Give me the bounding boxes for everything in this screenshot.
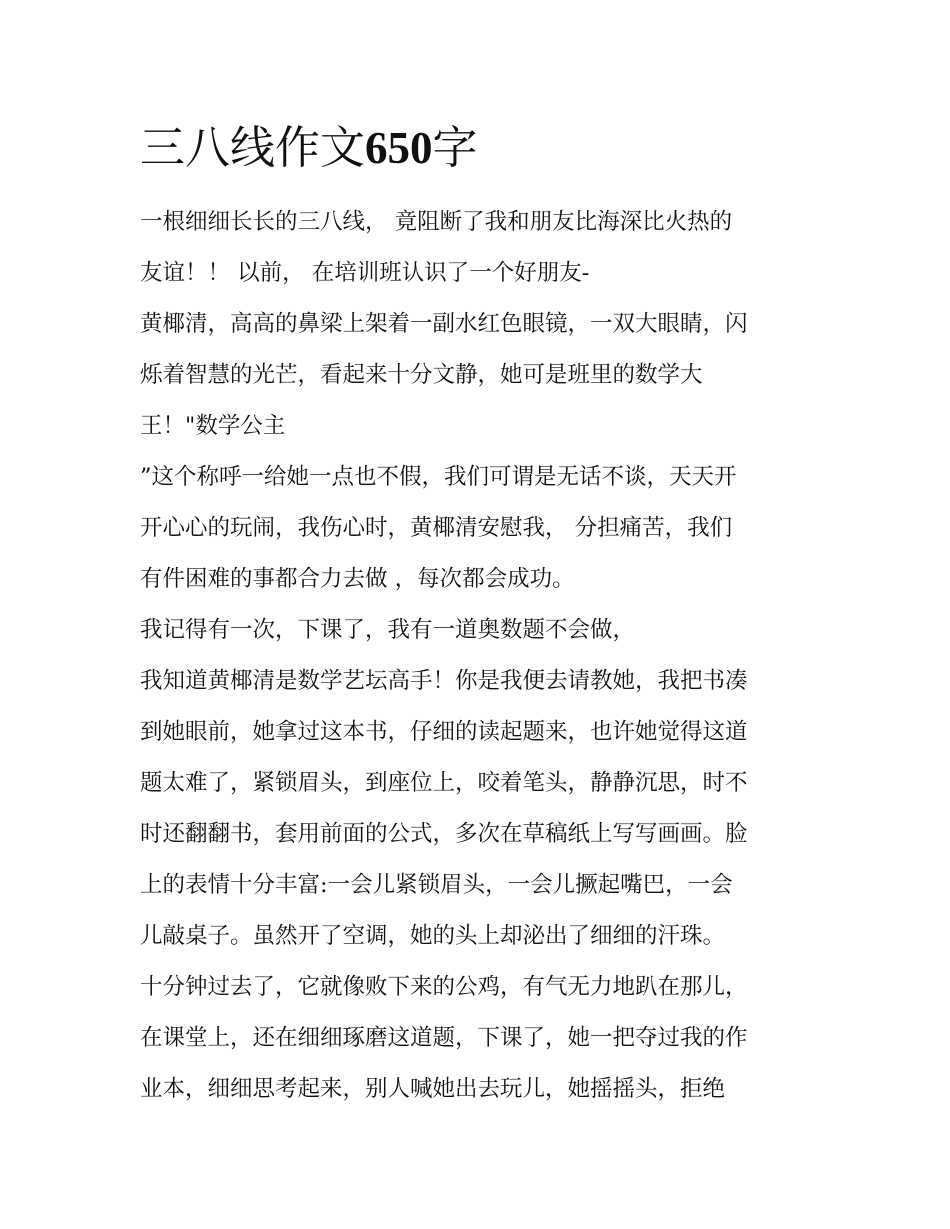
essay-line: 一根细细长长的三八线， 竟阻断了我和朋友比海深比火热的 xyxy=(140,209,733,235)
essay-line: 友谊！！ 以前， 在培训班认识了一个好朋友- xyxy=(140,260,590,286)
document-title xyxy=(140,118,478,178)
essay-line: 我记得有一次，下课了，我有一道奥数题不会做， xyxy=(140,617,636,643)
title-text: 三八线作文 xyxy=(140,121,366,174)
essay-line: 在课堂上，还在细细琢磨这道题，下课了，她一把夺过我的作 xyxy=(140,1025,748,1051)
essay-line: 黄椰清，高高的鼻梁上架着一副水红色眼镜，一双大眼睛，闪 xyxy=(140,311,748,337)
essay-line: 烁着智慧的光芒，看起来十分文静，她可是班里的数学大 xyxy=(140,362,703,388)
essay-line: ”这个称呼一给她一点也不假，我们可谓是无话不谈，天天开 xyxy=(140,464,737,490)
essay-line: 业本，细细思考起来，别人喊她出去玩儿，她摇摇头，拒绝 xyxy=(140,1076,726,1102)
essay-line: 儿敲桌子。虽然开了空调，她的头上却泌出了细细的汗珠。 xyxy=(140,923,726,949)
essay-line: 上的表情十分丰富:一会儿紧锁眉头，一会儿撅起嘴巴，一会 xyxy=(140,872,733,898)
essay-line: 我知道黄椰清是数学艺坛高手！你是我便去请教她，我把书凑 xyxy=(140,668,748,694)
essay-line: 王！"数学公主 xyxy=(140,413,286,439)
title-number: 650 xyxy=(365,123,433,173)
essay-line: 十分钟过去了，它就像败下来的公鸡，有气无力地趴在那儿， xyxy=(140,974,748,1000)
title-unit: 字 xyxy=(432,121,478,174)
essay-line: 到她眼前，她拿过这本书，仔细的读起题来，也许她觉得这道 xyxy=(140,719,748,745)
essay-line: 时还翻翻书，套用前面的公式，多次在草稿纸上写写画画。脸 xyxy=(140,821,748,847)
essay-line: 有件困难的事都合力去做 ，每次都会成功。 xyxy=(140,566,575,592)
essay-line: 题太难了，紧锁眉头，到座位上，咬着笔头，静静沉思，时不 xyxy=(140,770,748,796)
essay-line: 开心心的玩闹，我伤心时，黄椰清安慰我， 分担痛苦，我们 xyxy=(140,515,733,541)
essay-body xyxy=(140,197,820,1115)
